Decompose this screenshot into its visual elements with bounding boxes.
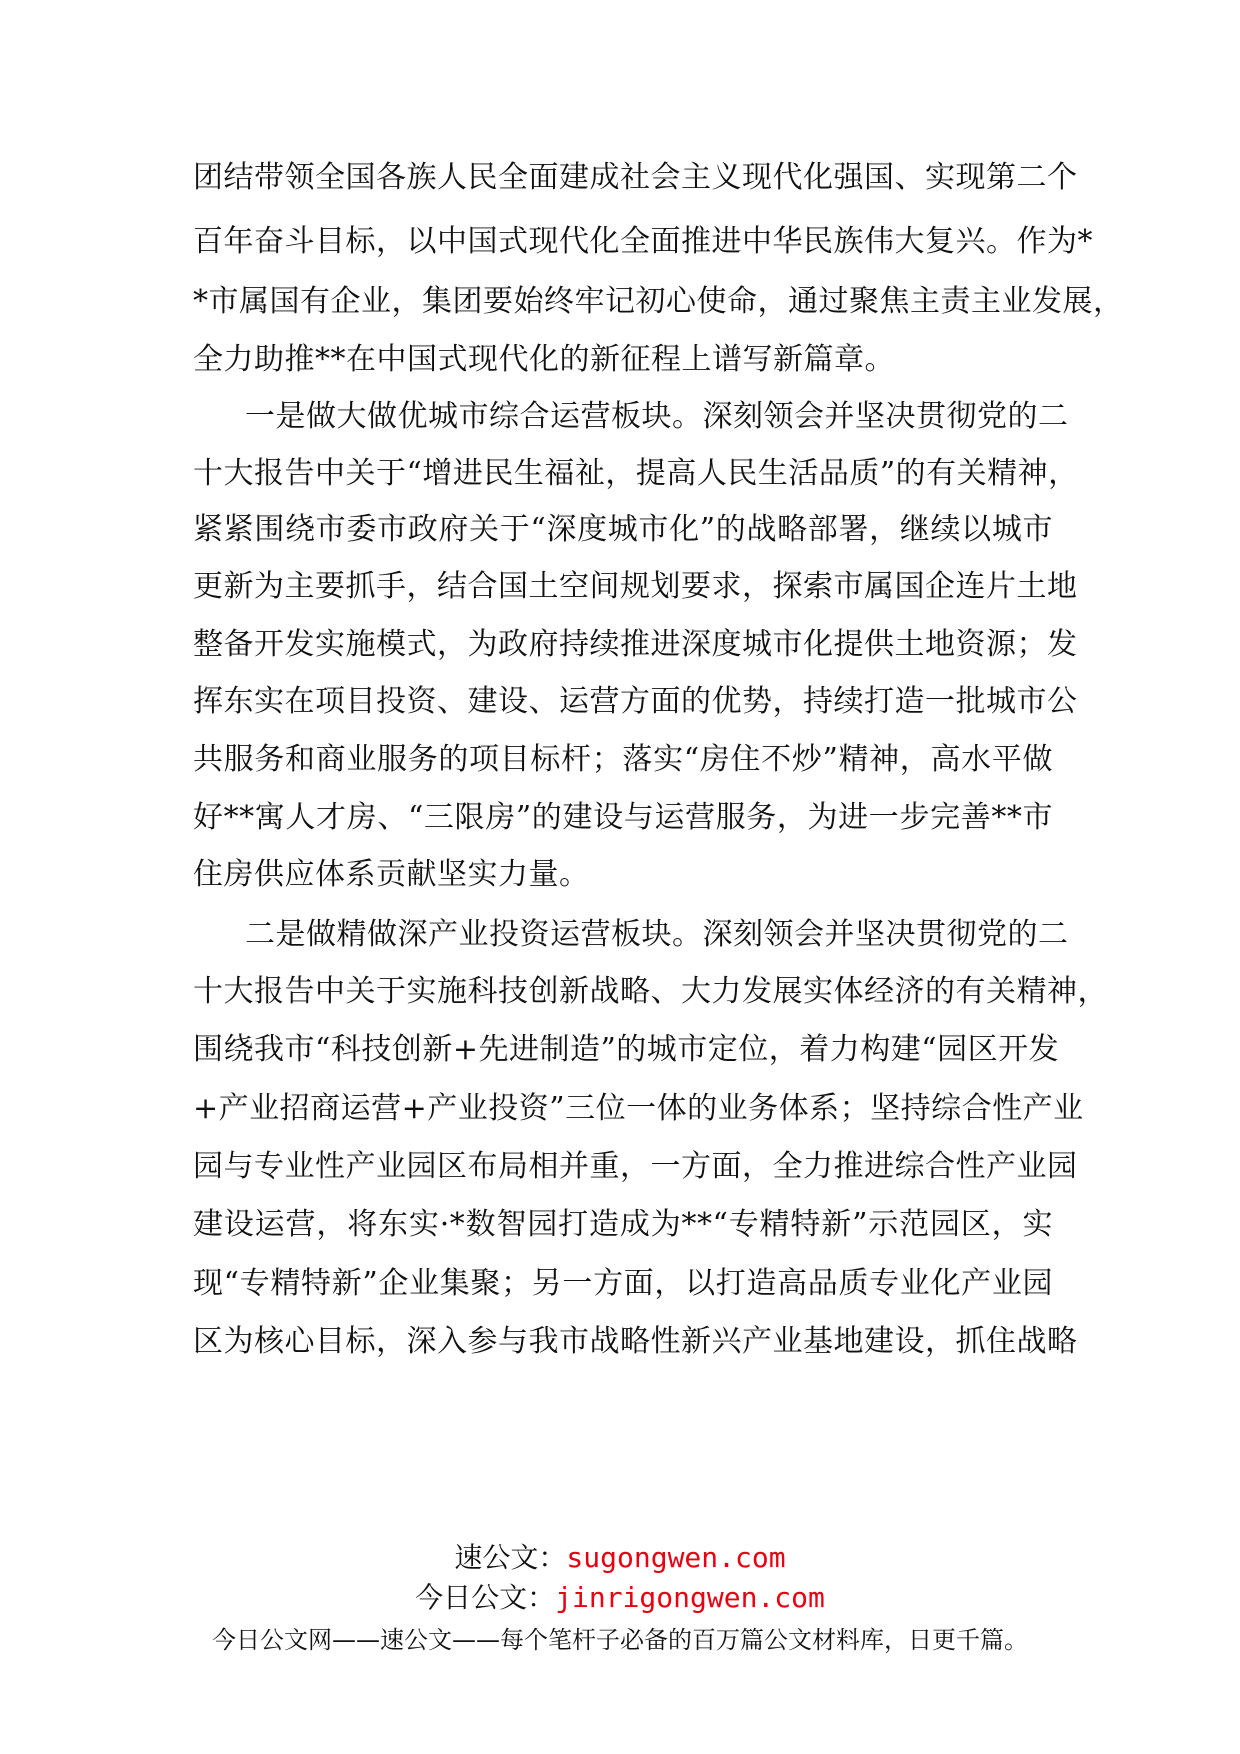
paragraph-1-line-3: 紧紧围绕市委市政府关于“深度城市化”的战略部署，继续以城市 <box>193 512 1053 547</box>
body-line-1: 团结带领全国各族人民全面建成社会主义现代化强国、实现第二个 <box>193 160 1078 195</box>
footer-tagline: 今日公文网——速公文——每个笔杆子必备的百万篇公文材料库，日更千篇。 <box>212 1626 1028 1654</box>
footer-jinrigongwen-label: 今日公文： <box>415 1581 556 1614</box>
paragraph-2-line-1: 二是做精做深产业投资运营板块。深刻领会并坚决贯彻党的二 <box>245 917 1069 952</box>
paragraph-2-line-8: 区为核心目标，深入参与我市战略性新兴产业基地建设，抓住战略 <box>193 1324 1078 1359</box>
paragraph-1-line-2: 十大报告中关于“增进民生福祉，提高人民生活品质”的有关精神， <box>193 456 1079 491</box>
footer-jinrigongwen <box>0 1578 1240 1618</box>
footer-jinrigongwen-link[interactable]: jinrigongwen.com <box>555 1581 825 1614</box>
paragraph-2-line-6: 建设运营，将东实·*数智园打造成为**“专精特新”示范园区，实 <box>193 1207 1053 1242</box>
paragraph-1-line-6: 挥东实在项目投资、建设、运营方面的优势，持续打造一批城市公 <box>193 684 1078 719</box>
paragraph-2-line-4: +产业招商运营+产业投资”三位一体的业务体系；坚持综合性产业 <box>193 1091 1084 1126</box>
paragraph-2-line-7: 现“专精特新”企业集聚；另一方面，以打造高品质专业化产业园 <box>193 1266 1053 1301</box>
paragraph-1-line-4: 更新为主要抓手，结合国土空间规划要求，探索市属国企连片土地 <box>193 569 1078 604</box>
paragraph-1-line-5: 整备开发实施模式，为政府持续推进深度城市化提供土地资源；发 <box>193 627 1078 662</box>
footer-sugongwen-link[interactable]: sugongwen.com <box>566 1541 786 1574</box>
paragraph-1-line-9: 住房供应体系贡献坚实力量。 <box>193 857 590 892</box>
body-line-4: 全力助推**在中国式现代化的新征程上谱写新篇章。 <box>193 342 895 377</box>
paragraph-1-line-7: 共服务和商业服务的项目标杆；落实“房住不炒”精神，高水平做 <box>193 742 1053 777</box>
paragraph-2-line-3: 围绕我市“科技创新+先进制造”的城市定位，着力构建“园区开发 <box>193 1032 1060 1067</box>
paragraph-2-line-2: 十大报告中关于实施科技创新战略、大力发展实体经济的有关精神， <box>193 974 1108 1009</box>
body-line-2: 百年奋斗目标，以中国式现代化全面推进中华民族伟大复兴。作为* <box>193 224 1093 259</box>
paragraph-1-line-1: 一是做大做优城市综合运营板块。深刻领会并坚决贯彻党的二 <box>245 399 1069 434</box>
body-line-3: *市属国有企业，集团要始终牢记初心使命，通过聚焦主责主业发展， <box>193 284 1124 319</box>
paragraph-2-line-5: 园与专业性产业园区布局相并重，一方面，全力推进综合性产业园 <box>193 1149 1078 1184</box>
paragraph-1-line-8: 好**寓人才房、“三限房”的建设与运营服务，为进一步完善**市 <box>193 800 1053 835</box>
footer-sugongwen-label: 速公文： <box>454 1541 567 1574</box>
footer-sugongwen <box>0 1538 1240 1578</box>
